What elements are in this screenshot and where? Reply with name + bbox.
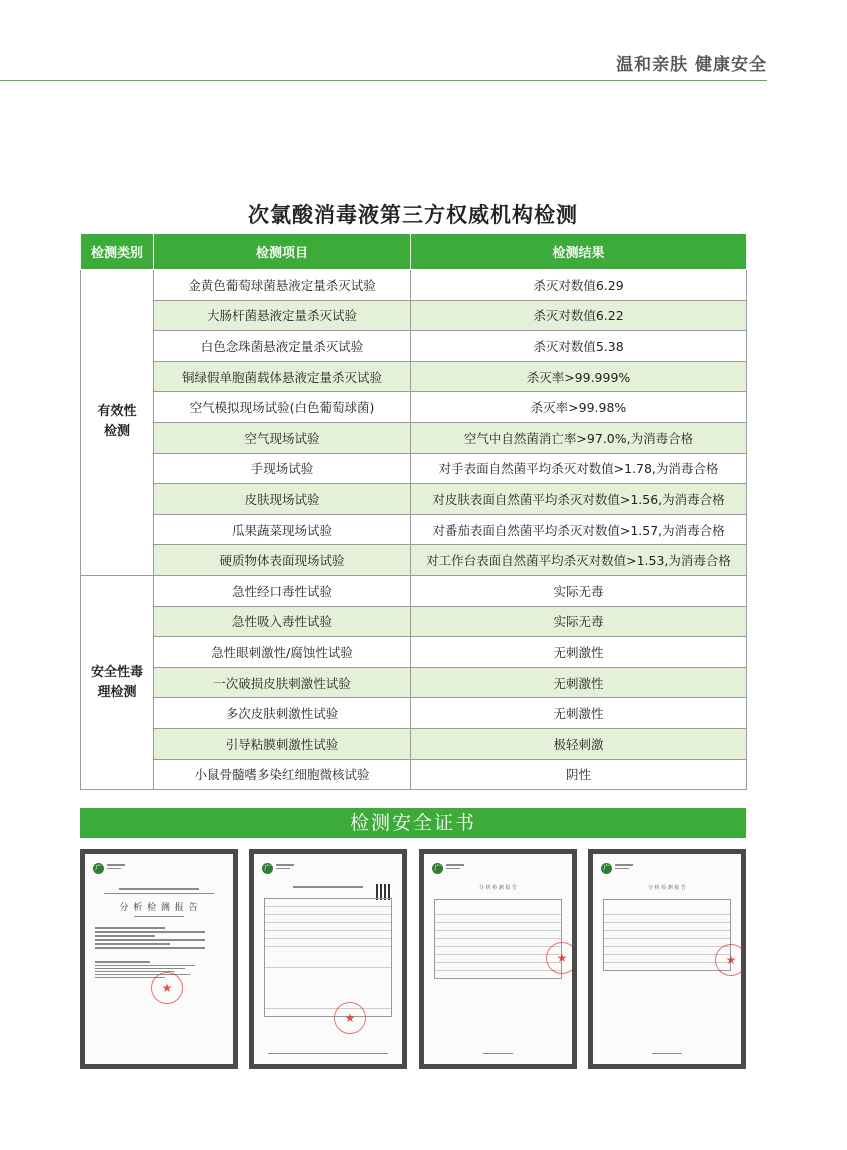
test-result-cell: 对工作台表面自然菌平均杀灭对数值>1.53,为消毒合格	[411, 545, 747, 576]
test-result-cell: 空气中自然菌消亡率>97.0%,为消毒合格	[411, 422, 747, 453]
lab-logo-text	[446, 864, 464, 871]
test-item-cell: 空气现场试验	[154, 422, 411, 453]
test-result-cell: 杀灭对数值6.22	[411, 300, 747, 331]
table-row	[81, 331, 747, 362]
certificate-image-data-1[interactable]	[419, 849, 577, 1069]
certificate-content	[95, 884, 223, 980]
table-body	[81, 270, 747, 790]
test-result-cell: 实际无毒	[411, 575, 747, 606]
table-row	[81, 361, 747, 392]
results-table	[80, 233, 747, 790]
certificate-content	[264, 884, 392, 1017]
red-seal-icon: ★	[546, 942, 572, 974]
table-row	[81, 300, 747, 331]
table-header-row	[81, 234, 747, 270]
table-row	[81, 392, 747, 423]
certificate-image-cover[interactable]	[80, 849, 238, 1069]
table-row	[81, 698, 747, 729]
test-item-cell: 大肠杆菌悬液定量杀灭试验	[154, 300, 411, 331]
certificate-paper	[85, 854, 233, 1064]
test-item-cell: 铜绿假单胞菌载体悬液定量杀灭试验	[154, 361, 411, 392]
column-header-category: 检测类别	[81, 234, 154, 270]
table-row	[81, 728, 747, 759]
test-result-cell: 杀灭率>99.999%	[411, 361, 747, 392]
test-item-cell: 手现场试验	[154, 453, 411, 484]
test-item-cell: 空气模拟现场试验(白色葡萄球菌)	[154, 392, 411, 423]
test-result-cell: 极轻刺激	[411, 728, 747, 759]
test-item-cell: 急性经口毒性试验	[154, 575, 411, 606]
report-page-title: 分 析 检 测 报 告	[648, 885, 686, 891]
table-row	[81, 667, 747, 698]
certificate-paper	[254, 854, 402, 1064]
signature-line	[254, 1053, 402, 1054]
test-item-cell: 一次破损皮肤刺激性试验	[154, 667, 411, 698]
test-item-cell: 瓜果蔬菜现场试验	[154, 514, 411, 545]
test-item-cell: 引导粘膜刺激性试验	[154, 728, 411, 759]
test-item-cell: 硬质物体表面现场试验	[154, 545, 411, 576]
category-cell: 安全性毒 理检测	[81, 575, 154, 789]
test-result-cell: 杀灭对数值5.38	[411, 331, 747, 362]
column-header-item: 检测项目	[154, 234, 411, 270]
red-seal-icon: ★	[334, 1002, 366, 1034]
header-divider	[0, 80, 767, 81]
table-row	[81, 270, 747, 301]
certificate-paper	[424, 854, 572, 1064]
lab-logo-icon: 广	[95, 864, 102, 872]
table-row	[81, 514, 747, 545]
test-item-cell: 金黄色葡萄球菌悬液定量杀灭试验	[154, 270, 411, 301]
test-result-cell: 阴性	[411, 759, 747, 790]
red-seal-icon: ★	[151, 972, 183, 1004]
lab-logo-text	[107, 864, 125, 871]
page-footer	[424, 1053, 572, 1054]
report-cover-title: 分 析 检 测 报 告	[119, 903, 199, 913]
test-item-cell: 白色念珠菌悬液定量杀灭试验	[154, 331, 411, 362]
table-row	[81, 759, 747, 790]
table-row	[81, 606, 747, 637]
test-item-cell: 小鼠骨髓嗜多染红细胞微核试验	[154, 759, 411, 790]
test-item-cell: 急性眼刺激性/腐蚀性试验	[154, 637, 411, 668]
test-item-cell: 皮肤现场试验	[154, 484, 411, 515]
test-result-cell: 对番茄表面自然菌平均杀灭对数值>1.57,为消毒合格	[411, 514, 747, 545]
test-result-cell: 实际无毒	[411, 606, 747, 637]
table-row	[81, 422, 747, 453]
page-title: 次氯酸消毒液第三方权威机构检测	[248, 203, 578, 227]
test-item-cell: 急性吸入毒性试验	[154, 606, 411, 637]
lab-logo-icon: 广	[603, 864, 610, 872]
test-item-cell: 多次皮肤刺激性试验	[154, 698, 411, 729]
test-result-cell: 无刺激性	[411, 667, 747, 698]
lab-logo-text	[615, 864, 633, 871]
certificate-gallery	[80, 849, 746, 1069]
lab-logo-text	[276, 864, 294, 871]
table-row	[81, 575, 747, 606]
table-row	[81, 545, 747, 576]
category-cell: 有效性 检测	[81, 270, 154, 576]
table-row	[81, 453, 747, 484]
test-result-cell: 无刺激性	[411, 698, 747, 729]
page-footer	[593, 1053, 741, 1054]
certificate-content	[434, 884, 562, 979]
table-row	[81, 637, 747, 668]
lab-logo-icon: 广	[434, 864, 441, 872]
header-slogan: 温和亲肤 健康安全	[616, 55, 767, 75]
test-result-cell: 无刺激性	[411, 637, 747, 668]
test-result-cell: 杀灭率>99.98%	[411, 392, 747, 423]
certificates-heading: 检测安全证书	[80, 808, 746, 838]
test-result-cell: 对手表面自然菌平均杀灭对数值>1.78,为消毒合格	[411, 453, 747, 484]
test-result-cell: 杀灭对数值6.29	[411, 270, 747, 301]
certificate-image-form[interactable]	[249, 849, 407, 1069]
table-row	[81, 484, 747, 515]
red-seal-icon: ★	[715, 944, 741, 976]
certificate-paper	[593, 854, 741, 1064]
report-page-title: 分 析 检 测 报 告	[479, 885, 517, 891]
column-header-result: 检测结果	[411, 234, 747, 270]
certificate-content	[603, 884, 731, 971]
certificate-image-data-2[interactable]	[588, 849, 746, 1069]
lab-logo-icon: 广	[264, 864, 271, 872]
test-result-cell: 对皮肤表面自然菌平均杀灭对数值>1.56,为消毒合格	[411, 484, 747, 515]
